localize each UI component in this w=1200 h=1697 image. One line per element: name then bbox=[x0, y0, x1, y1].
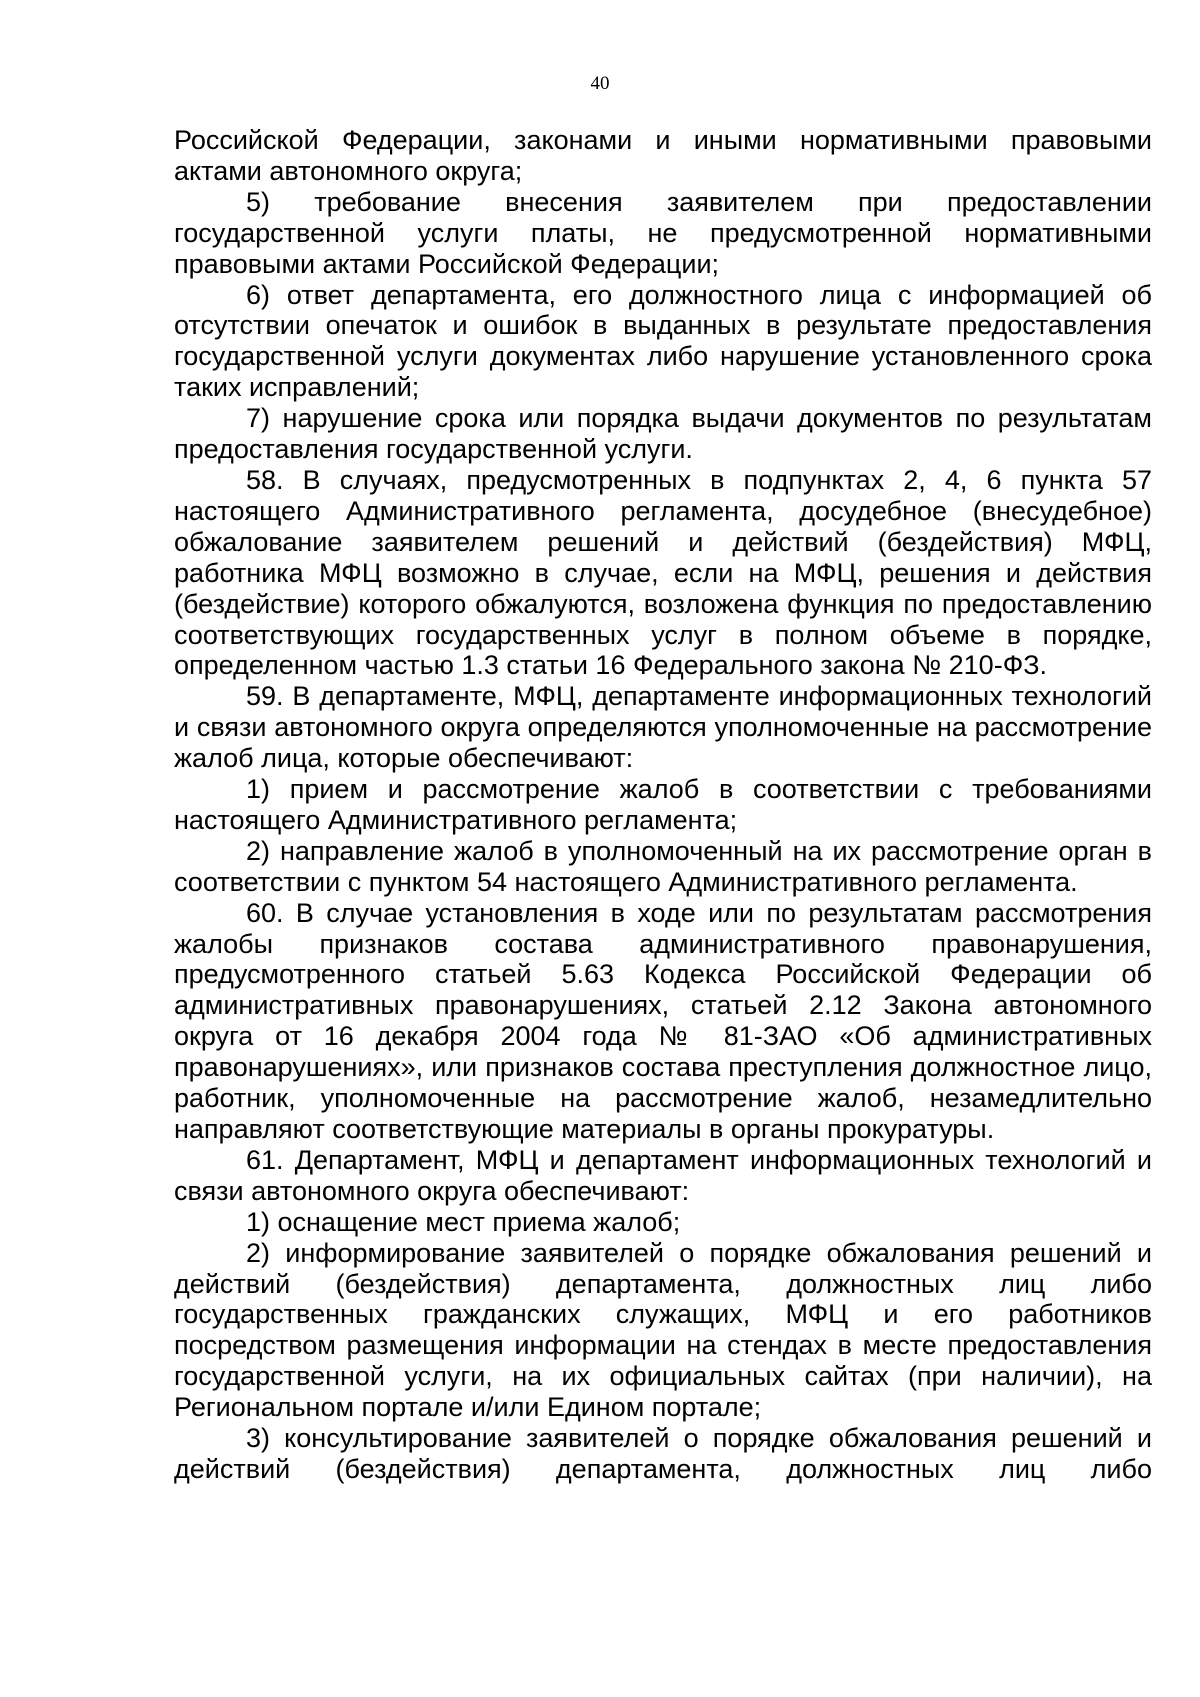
page-number: 40 bbox=[590, 73, 610, 94]
paragraph-item-5: 5) требование внесения заявителем при предоставлении государственной услуги платы, не предусмотренной нормативными правовыми актами Российской Федерации; bbox=[174, 186, 1152, 279]
paragraph-61-item-3: 3) консультирование заявителей о порядке обжалования решений и действий (бездействия) департамента, должностных лиц либо bbox=[174, 1423, 1152, 1484]
paragraph-59-item-1: 1) прием и рассмотрение жалоб в соответствии с требованиями настоящего Административного регламента; bbox=[174, 774, 1152, 835]
document-body bbox=[174, 125, 1152, 1485]
paragraph-59: 59. В департаменте, МФЦ, департаменте информационных технологий и связи автономного округа определяются уполномоченные на рассмотрение жалоб лица, которые обеспечивают: bbox=[174, 681, 1152, 774]
paragraph-61-item-2: 2) информирование заявителей о порядке обжалования решений и действий (бездействия) департамента, должностных лиц либо государственных гражданских служащих, МФЦ и его работников посредством размещения информации на стендах в месте предоставления государственной услуги, на их официальных сайтах (при наличии), на Региональном портале и/или Едином портале; bbox=[174, 1237, 1152, 1423]
paragraph-58: 58. В случаях, предусмотренных в подпунктах 2, 4, 6 пункта 57 настоящего Административного регламента, досудебное (внесудебное) обжалование заявителем решений и действий (бездействия) МФЦ, работника МФЦ возможно в случае, если на МФЦ, решения и действия (бездействие) которого обжалуются, возложена функция по предоставлению соответствующих государственных услуг в полном объеме в порядке, определенном частью 1.3 статьи 16 Федерального закона № 210-ФЗ. bbox=[174, 464, 1152, 681]
paragraph-60: 60. В случае установления в ходе или по результатам рассмотрения жалобы признаков состава административного правонарушения, предусмотренного статьей 5.63 Кодекса Российской Федерации об административных правонарушениях, статьей 2.12 Закона автономного округа от 16 декабря 2004 года № 81-ЗАО «Об административных правонарушениях», или признаков состава преступления должностное лицо, работник, уполномоченные на рассмотрение жалоб, незамедлительно направляют соответствующие материалы в органы прокуратуры. bbox=[174, 897, 1152, 1144]
paragraph-item-7: 7) нарушение срока или порядка выдачи документов по результатам предоставления государственной услуги. bbox=[174, 403, 1152, 465]
paragraph-item-6: 6) ответ департамента, его должностного лица с информацией об отсутствии опечаток и ошибок в выданных в результате предоставления государственной услуги документах либо нарушение установленного срока таких исправлений; bbox=[174, 279, 1152, 403]
paragraph-59-item-2: 2) направление жалоб в уполномоченный на их рассмотрение орган в соответствии с пунктом 54 настоящего Административного регламента. bbox=[174, 835, 1152, 897]
paragraph-61-item-1: 1) оснащение мест приема жалоб; bbox=[246, 1206, 681, 1237]
paragraph-61: 61. Департамент, МФЦ и департамент информационных технологий и связи автономного округа обеспечивают: bbox=[174, 1144, 1152, 1206]
paragraph-continuation: Российской Федерации, законами и иными нормативными правовыми актами автономного округа; bbox=[174, 125, 1152, 186]
